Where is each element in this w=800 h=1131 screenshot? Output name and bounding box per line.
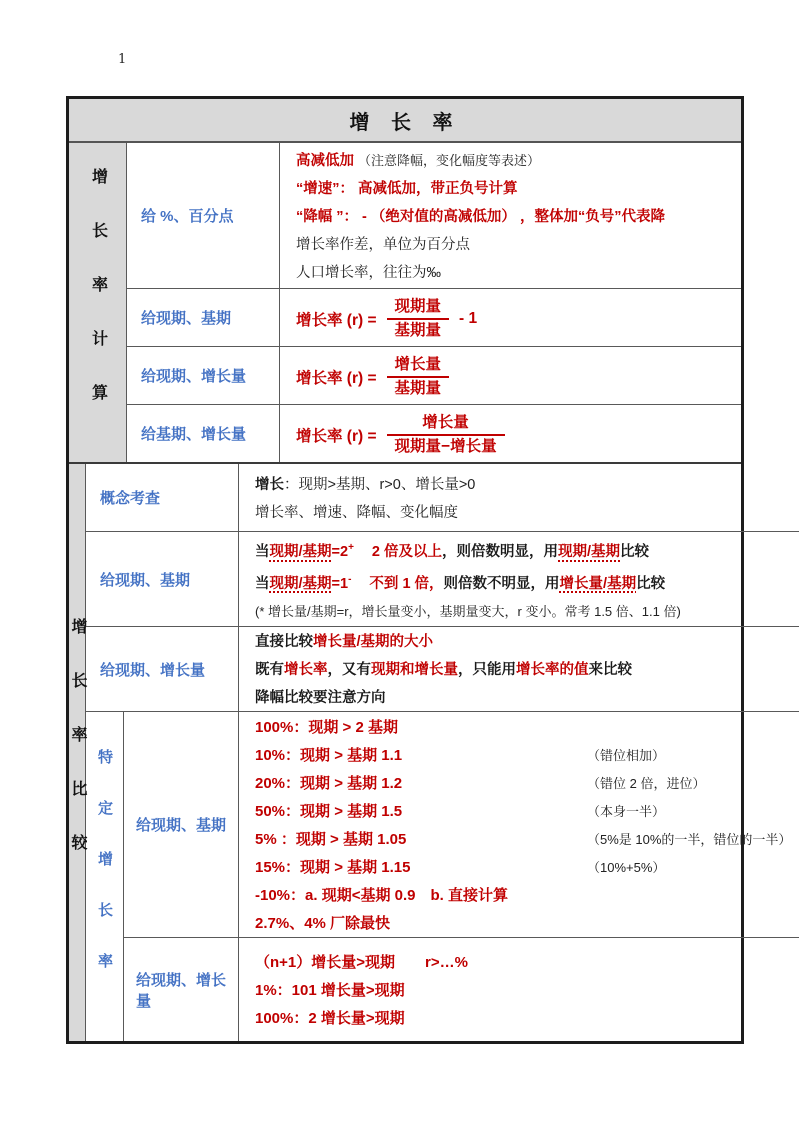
row-content [280,289,741,346]
body-text: ，又有 [327,662,371,678]
list-item [255,798,791,826]
rule-text: 5% ：现期 > 基期 1.05 [255,830,407,848]
formula-lead: 增长率 (r) = [296,311,377,329]
text-line: 人口增长率，往往为‰ [296,264,441,281]
text-line [296,147,733,175]
row-content [239,627,799,711]
list-item [255,826,791,854]
body-text: ， [442,544,457,560]
fraction [387,412,505,457]
row-formula-base [127,288,741,346]
fraction-numerator: 增长量 [422,413,469,431]
row-content [280,143,741,288]
body-text: ，用 [530,575,560,592]
body-text: ：现期>基期、r>0、增长量>0 [284,476,476,493]
rule-text: 20%：现期 > 基期 1.2 [255,774,403,792]
row-special-growth-rate [86,711,799,1041]
rule-text: 100%：现期 > 2 基期 [255,718,398,736]
row-content [239,712,799,937]
side-header-comparison-label: 增长率比较 [69,617,86,888]
highlight-text: 增长率 [284,662,328,678]
highlight-text: =2 [331,544,349,560]
side-header-calculation [69,143,127,462]
fraction [387,296,450,341]
rule-text: -10%：a. 现期<基期 0.9 b. 直接计算 [255,886,508,904]
text-line: 增长率、增速、降幅、变化幅度 [255,504,458,521]
highlight-text: 2 倍及以上 [371,544,443,560]
row-concept [86,464,799,531]
page-number: 1 [118,52,127,67]
list-item [255,910,791,938]
row-label: 给现期、增长量 [127,347,280,404]
section-calculation [69,143,741,462]
note-text: （注意降幅，变化幅度等表述） [358,152,541,168]
subrow-special-amount [124,937,799,1041]
body-text: 既有 [255,662,284,678]
list-item [255,1005,791,1033]
fraction-numerator: 增长量 [394,355,442,373]
rule-text: 100%：2 增长量>现期 [255,1009,405,1027]
highlight-text: 高减低加 [296,152,354,169]
body-text: ，用 [529,544,559,560]
side-header-comparison [69,464,86,1041]
row-formula-base-amount [127,404,741,462]
list-item [255,714,791,742]
rule-note: （错位 2 倍，进位） [587,775,706,791]
row-formula-amount [127,346,741,404]
rule-note: （本身一半） [587,803,666,819]
growth-rate-table [66,96,792,1044]
superscript: - [348,574,352,585]
body-text: 比较 [636,575,666,592]
highlight-text: 增长量/基期的大小 [313,634,434,650]
row-content [239,532,799,626]
rule-text: 2.7%、4% 厂除最快 [255,914,391,932]
footnote-line: (* 增长量/基期=r，增长量变小，基期量变大，r 变小。常考 1.5 倍、1.1 倍) [255,603,681,619]
text-line: 降幅比较要注意方向 [255,690,386,706]
row-label: 给 %、百分点 [127,143,280,288]
row-label: 给现期、增长量 [124,938,239,1041]
row-content [239,938,799,1041]
side-header-special [86,712,124,1041]
fraction-denominator: 现期量−增长量 [387,434,505,458]
rule-text: （n+1）增长量>现期 r>…% [255,953,468,971]
row-content [280,405,741,462]
row-label: 给现期、基期 [86,532,239,626]
list-item [255,742,791,770]
fraction [387,354,450,399]
side-header-special-label: 特定增长率 [96,749,113,1004]
fraction-denominator: 基期量 [387,376,450,400]
row-label: 给现期、增长量 [86,627,239,711]
text-line: 增长率作差，单位为百分点 [296,236,470,253]
body-text: 则倍数明显 [456,544,530,560]
body-text: 来比较 [588,662,632,678]
rule-text: 1%：101 增长量>现期 [255,981,405,999]
body-text: 比较 [620,544,650,560]
table-title: 增 长 率 [69,99,741,143]
body-text: 则倍数不明显 [443,575,531,592]
rule-text: 15%：现期 > 基期 1.15 [255,858,411,876]
formula-lead: 增长率 (r) = [296,369,377,387]
row-compare-base [86,531,799,626]
formula [296,412,733,457]
formula [296,354,733,399]
text-line [255,534,791,566]
text-line: “降幅 ”： - （绝对值的高减低加） ，整体加“负号”代表降 [296,208,665,225]
body-text: ，只能用 [458,662,516,678]
text-line: “增速”： 高减低加，带正负号计算 [296,180,518,197]
list-item [255,770,791,798]
formula [296,296,733,341]
text-line [255,628,791,656]
list-item [255,854,791,882]
row-content [280,347,741,404]
fraction-numerator: 现期量 [394,297,442,315]
highlight-text: 现期和增长量 [371,662,458,678]
text-line [255,566,791,598]
superscript: + [348,542,354,554]
text-line [255,656,791,684]
rule-note: （5%是 10%的一半，错位的一半） [587,831,792,847]
list-item [255,882,791,910]
highlight-text: =1 [331,575,349,592]
row-given-percent [127,143,741,288]
row-label: 给现期、基期 [124,712,239,937]
body-text: 当 [255,544,270,560]
highlight-text: 增长 [255,476,284,493]
row-compare-amount [86,626,799,711]
formula-lead: 增长率 (r) = [296,427,377,445]
body-text: 当 [255,575,270,592]
side-header-calculation-label: 增长率计算 [89,167,107,438]
row-label: 给基期、增长量 [127,405,280,462]
row-label: 概念考查 [86,464,239,531]
row-label: 给现期、基期 [127,289,280,346]
row-content [239,464,799,531]
body-text: 直接比较 [255,634,313,650]
highlight-text: 不到 1 倍， [369,575,444,592]
highlight-text: 现期/基期 [269,575,332,592]
highlight-text: 增长量/基期 [559,575,637,592]
text-line [255,471,791,499]
highlight-text: 现期/基期 [269,544,332,560]
rule-note: （错位相加） [587,747,666,763]
subrow-special-base [124,712,799,937]
highlight-text: 现期/基期 [558,544,621,560]
list-item [255,977,791,1005]
list-item [255,949,791,977]
formula-tail: - 1 [459,309,478,327]
rule-note: （10%+5%） [587,859,666,875]
section-comparison [69,462,792,1041]
rule-text: 50%：现期 > 基期 1.5 [255,802,403,820]
highlight-text: 增长率的值 [516,662,589,678]
fraction-denominator: 基期量 [387,318,450,342]
rule-text: 10%：现期 > 基期 1.1 [255,746,403,764]
